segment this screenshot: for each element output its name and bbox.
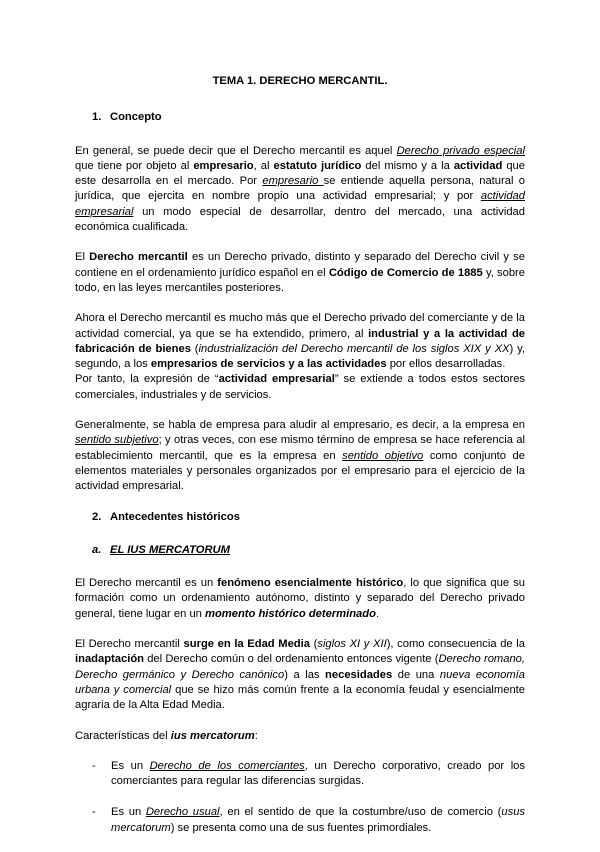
paragraph-characteristics-intro — [75, 729, 525, 744]
text-run: se entiende aquella persona, natural o jurídica, que ejercita en nombre propio una actividad empresarial; y por — [75, 175, 525, 203]
bold-text: actividad — [453, 159, 503, 172]
list-item — [75, 805, 525, 836]
document-title: TEMA 1. DERECHO MERCANTIL. — [212, 75, 388, 87]
text-run: del mismo y a la — [361, 159, 454, 172]
bold-text: industrial y a la actividad de fabricación de bienes — [75, 327, 525, 355]
bold-text: Código de Comercio de 1885 — [328, 266, 483, 279]
italic-text: siglos XI y XII — [317, 638, 387, 651]
text-run: El — [75, 251, 90, 264]
bold-text: inadaptación — [75, 653, 144, 666]
bold-text: estatuto jurídico — [273, 159, 362, 172]
paragraph-extension — [75, 311, 525, 372]
emphasis-text: sentido objetivo — [342, 449, 424, 462]
emphasis-text: Derecho privado especial — [396, 144, 525, 157]
text-run: que tiene por objeto al — [75, 159, 194, 172]
subsection-number: a. — [92, 543, 102, 556]
text-run: , lo que significa que su formación como un ordenamiento autónomo, distinto y separado del Derecho privado general, tiene lugar en un — [75, 577, 525, 620]
bold-text: surge en la Edad Media — [183, 638, 310, 651]
text-run: por ellos desarrolladas. — [386, 358, 506, 371]
text-run: ( — [190, 342, 199, 355]
dash-bullet: - — [92, 806, 96, 819]
emphasis-text: empresario — [262, 175, 324, 188]
subsection-label: EL IUS MERCATORUM — [110, 543, 230, 556]
italic-text: nueva economía urbana y comercial — [75, 668, 526, 696]
text-run: Es un — [111, 759, 150, 772]
bold-text: empresarios de servicios y a las actividades — [150, 358, 387, 371]
characteristics-list — [75, 759, 525, 836]
bold-text: empresario — [193, 159, 254, 172]
text-run: ; y otras veces, con ese mismo término de empresa se hace referencia al establecimiento mercantil, que es la empresa en — [75, 434, 525, 462]
italic-text: industrialización del Derecho mercantil de los siglos XIX y XX — [198, 342, 510, 355]
text-run: El Derecho mercantil es un — [75, 577, 218, 590]
text-run: , al — [253, 159, 274, 172]
paragraph-middle-ages — [75, 637, 525, 713]
text-run: En general, se puede decir que el Derecho mercantil es aquel — [75, 144, 397, 157]
text-run: , en el sentido de que la costumbre/uso de comercio ( — [219, 806, 502, 819]
text-run: un modo especial de desarrollar, dentro del mercado, una actividad económica cualificada. — [75, 205, 525, 234]
text-run: es un Derecho privado, distinto y separado del Derecho civil y se contiene en el ordenamiento jurídico español en el — [75, 251, 525, 279]
emphasis-text: Derecho de los comerciantes — [149, 759, 305, 772]
text-run: ), como consecuencia de la — [386, 638, 525, 651]
text-run: ) a las — [284, 668, 326, 681]
text-run: ) se presenta como una de sus fuentes primordiales. — [170, 821, 432, 834]
bold-text: necesidades — [325, 668, 393, 681]
text-run: del Derecho común o del ordenamiento entonces vigente ( — [144, 653, 439, 666]
paragraph-business-activity — [75, 372, 525, 403]
text-run: : — [254, 729, 258, 742]
emphasis-text: actividad empresarial — [75, 190, 525, 218]
bold-text: Derecho mercantil — [89, 251, 188, 264]
text-run: Características del — [75, 729, 171, 742]
section-label: Concepto — [110, 111, 162, 124]
section-heading-concepto — [92, 110, 525, 125]
text-run: , un Derecho corporativo, creado por los comerciantes para regular las diferencias surgidas. — [111, 759, 525, 788]
paragraph-company-senses — [75, 418, 525, 494]
text-run: . — [375, 607, 380, 620]
bold-text: actividad empresarial — [218, 373, 335, 386]
dash-bullet: - — [92, 759, 96, 772]
bold-text: fenómeno esencialmente histórico — [217, 577, 404, 590]
paragraph-definition — [75, 144, 525, 236]
text-run: de una — [392, 668, 440, 681]
section-label: Antecedentes históricos — [110, 510, 240, 523]
section-number: 2. — [92, 510, 102, 523]
text-run: El Derecho mercantil — [75, 638, 184, 651]
emphasis-text: Derecho usual — [145, 806, 220, 819]
text-run: ” se extiende a todos estos sectores comerciales, industriales y de servicios. — [75, 373, 526, 401]
italic-text: Derecho romano, Derecho germánico y Derecho canónico — [75, 653, 526, 681]
paragraph-historic-phenomenon — [75, 576, 525, 622]
text-run: que se hizo más común frente a la economía feudal y esencialmente agraria de la Alta Edad Media. — [75, 683, 525, 712]
text-run: ( — [309, 638, 318, 651]
italic-text: usus mercatorum — [111, 806, 526, 834]
text-run: Es un — [111, 806, 146, 819]
section-number: 1. — [92, 111, 102, 124]
section-heading-antecedentes — [92, 510, 525, 525]
subsection-heading-ius-mercatorum — [92, 543, 525, 558]
text-run: ) y, segundo, a los — [75, 342, 525, 371]
bold-italic-text: ius mercatorum — [170, 729, 255, 742]
text-run: como conjunto de elementos materiales y personales organizados por el empresario para el ejercicio de la actividad empresarial. — [75, 449, 525, 493]
text-run: y, sobre todo, en las leyes mercantiles posteriores. — [75, 266, 525, 294]
paragraph-private-law — [75, 250, 525, 296]
emphasis-text: sentido subjetivo — [75, 434, 159, 447]
bold-italic-text: momento histórico determinado — [205, 607, 376, 620]
text-run: Por tanto, la expresión de “ — [75, 373, 219, 386]
list-item — [75, 759, 525, 790]
text-run: que este desarrolla en el mercado. Por — [75, 159, 525, 188]
text-run: Generalmente, se habla de empresa para aludir al empresario, es decir, a la empresa en — [75, 419, 525, 432]
document-body — [75, 74, 525, 852]
text-run: Ahora el Derecho mercantil es mucho más que el Derecho privado del comerciante y de la actividad comercial, ya que se ha extendido, primero, al — [75, 312, 525, 340]
